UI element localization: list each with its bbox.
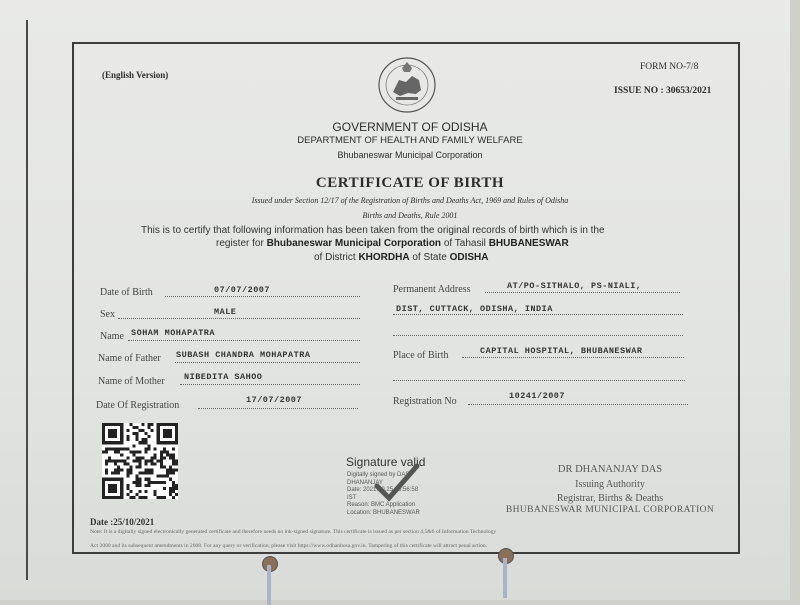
govt-title: GOVERNMENT OF ODISHA — [332, 120, 488, 134]
sig-detail-1: Digitally signed by DAS — [347, 472, 410, 478]
name-label: Name — [100, 331, 124, 342]
footer-note-1: Note: It is a digitally signed electronically generated certificate and therefore needs no ink-signed signature. This certificate is issued as per section 4,5&6 of Information Technology — [90, 529, 497, 535]
state-label: of State — [412, 252, 447, 263]
tahasil-value: BHUBANESWAR — [488, 238, 569, 249]
footer-note-2: Act 2000 and its subsequent amendments in 2008. For any query or verification, please visit https://www.odhanbosa.gov.in. Tampering of this certificate will attract penal action. — [90, 543, 488, 549]
address-line2 — [393, 314, 683, 315]
binder-clip-right — [503, 558, 507, 598]
sig-detail-3: Date: 2021.10.25 15:56:58 — [347, 487, 419, 493]
address-line3 — [393, 335, 683, 336]
mother-value: NIBEDITA SAHOO — [184, 372, 263, 382]
dor-value: 17/07/2007 — [246, 395, 303, 405]
digital-signature-details — [347, 472, 457, 517]
version-label: (English Version) — [102, 70, 169, 80]
register-name: Bhubaneswar Municipal Corporation — [266, 238, 442, 249]
regno-label: Registration No — [393, 396, 457, 407]
sex-value: MALE — [214, 307, 237, 317]
binder-clip-left — [267, 565, 271, 605]
pob-value: CAPITAL HOSPITAL, BHUBANESWAR — [480, 346, 643, 356]
regno-value: 10241/2007 — [509, 391, 566, 401]
dept-title: DEPARTMENT OF HEALTH AND FAMILY WELFARE — [297, 135, 523, 146]
address-line1 — [485, 292, 680, 293]
mother-label: Name of Mother — [98, 376, 165, 387]
district-label: of District — [314, 252, 356, 263]
pob-label: Place of Birth — [393, 350, 449, 361]
page-edge-line — [26, 20, 28, 580]
authority-name: DR DHANANJAY DAS — [557, 464, 663, 475]
father-label: Name of Father — [98, 353, 161, 364]
certify-text: This is to certify that following information has been taken from the original records of birth which is in the — [141, 225, 605, 236]
pob-line2 — [393, 380, 685, 381]
sex-label: Sex — [100, 309, 115, 320]
pob-line — [462, 357, 684, 358]
father-value: SUBASH CHANDRA MOHAPATRA — [176, 350, 311, 360]
mother-line — [180, 384, 360, 385]
state-value: ODISHA — [449, 252, 489, 263]
authority-role: Issuing Authority — [575, 479, 645, 490]
sig-detail-5: Reason: BMC Application — [347, 502, 416, 508]
name-line — [128, 340, 360, 341]
tahasil-label: of Tahasil — [443, 238, 486, 249]
district-value: KHORDHA — [358, 252, 410, 263]
child-name-value: SOHAM MOHAPATRA — [131, 328, 216, 338]
sig-detail-4: IST — [347, 494, 357, 501]
sig-detail-2: DHANANJAY — [347, 479, 383, 486]
register-for-label: register for — [216, 238, 264, 249]
dob-value: 07/07/2007 — [214, 285, 271, 295]
district-line — [314, 252, 489, 263]
dor-label: Date Of Registration — [96, 400, 180, 411]
dor-line — [198, 408, 358, 409]
qr-code[interactable] — [102, 423, 178, 499]
father-line — [175, 362, 360, 363]
issued-under-line1: Issued under Section 12/17 of the Registration of Births and Deaths Act, 1969 and Rules of Odisha — [251, 196, 569, 205]
corp-title: Bhubaneswar Municipal Corporation — [337, 150, 483, 160]
dob-line — [165, 296, 360, 297]
issued-under-line2: Births and Deaths, Rule 2001 — [362, 211, 458, 220]
address-value-1: AT/PO-SITHALO, PS-NIALI, — [507, 281, 642, 291]
address-value-2: DIST, CUTTACK, ODISHA, INDIA — [396, 304, 553, 314]
regno-line — [468, 404, 688, 405]
authority-org: BHUBANESWAR MUNICIPAL CORPORATION — [505, 505, 715, 515]
form-no: FORM NO-7/8 — [640, 62, 699, 72]
sex-line — [118, 318, 360, 319]
authority-title: Registrar, Births & Deaths — [556, 493, 664, 504]
signature-valid-label: Signature valid — [346, 455, 426, 469]
register-line — [216, 238, 569, 249]
issue-no: ISSUE NO : 30653/2021 — [614, 86, 712, 96]
address-label: Permanent Address — [393, 284, 471, 295]
state-emblem-icon — [372, 56, 442, 114]
issue-date: Date :25/10/2021 — [90, 517, 155, 527]
dob-label: Date of Birth — [100, 287, 153, 298]
certificate-title: CERTIFICATE OF BIRTH — [315, 175, 505, 191]
sig-detail-6: Location: BHUBANESWAR — [347, 509, 420, 516]
